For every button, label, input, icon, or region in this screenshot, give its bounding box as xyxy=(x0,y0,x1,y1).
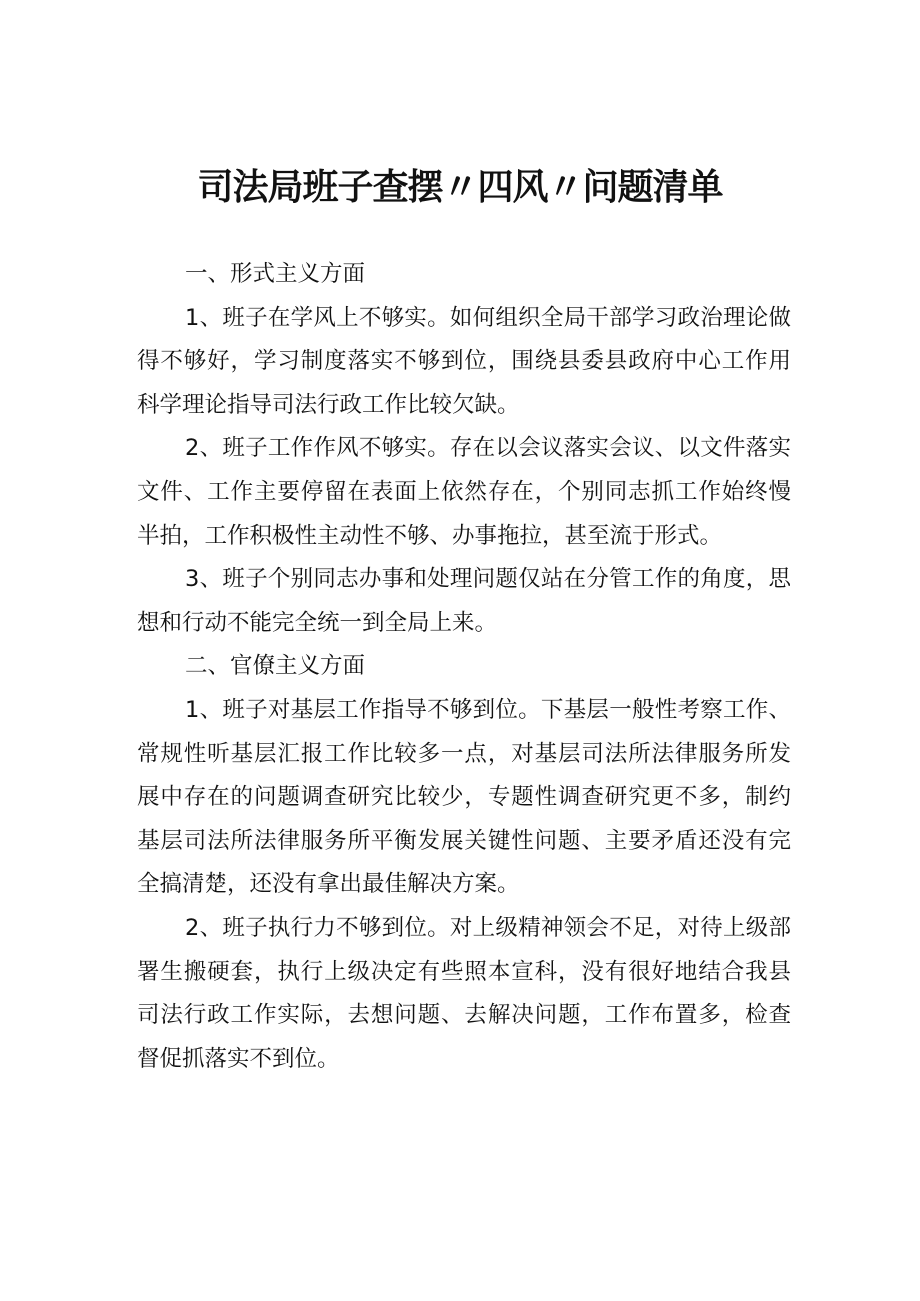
paragraph xyxy=(137,689,791,907)
text-line: 二、官僚主义方面 xyxy=(185,653,366,680)
document-title: 司法局班子查摆〃四风〃问题清单 xyxy=(197,167,723,208)
paragraph xyxy=(137,907,791,1081)
paragraph xyxy=(137,558,791,645)
text-line: 展中存在的问题调查研究比较少，专题性调查研究更不多，制约 xyxy=(137,784,791,811)
text-line: 得不够好，学习制度落实不够到位，围绕县委县政府中心工作用 xyxy=(137,348,791,375)
paragraph xyxy=(137,427,791,558)
text-line: 署生搬硬套，执行上级决定有些照本宣科，没有很好地结合我县 xyxy=(137,958,791,985)
section-heading xyxy=(137,253,791,297)
text-line: 2、班子执行力不够到位。对上级精神领会不足，对待上级部 xyxy=(185,914,791,941)
text-line: 3、班子个别同志办事和处理问题仅站在分管工作的角度，思 xyxy=(185,566,791,593)
text-line: 1、班子对基层工作指导不够到位。下基层一般性考察工作、 xyxy=(185,696,791,723)
document-body xyxy=(137,253,791,1081)
text-line: 2、班子工作作风不够实。存在以会议落实会议、以文件落实 xyxy=(185,435,791,462)
paragraph xyxy=(137,297,791,428)
text-line: 全搞清楚，还没有拿出最佳解决方案。 xyxy=(137,871,520,898)
text-line: 常规性听基层汇报工作比较多一点，对基层司法所法律服务所发 xyxy=(137,740,791,767)
text-line: 科学理论指导司法行政工作比较欠缺。 xyxy=(137,391,520,418)
text-line: 一、形式主义方面 xyxy=(185,261,366,287)
text-line: 想和行动不能完全统一到全局上来。 xyxy=(137,609,498,636)
text-line: 基层司法所法律服务所平衡发展关键性问题、主要矛盾还没有完 xyxy=(137,827,791,854)
section-heading xyxy=(137,645,791,689)
text-line: 半拍，工作积极性主动性不够、办事拖拉，甚至流于形式。 xyxy=(137,522,723,549)
text-line: 文件、工作主要停留在表面上依然存在，个别同志抓工作始终慢 xyxy=(137,478,791,505)
text-line: 督促抓落实不到位。 xyxy=(137,1045,340,1072)
text-line: 司法行政工作实际，去想问题、去解决问题，工作布置多，检查 xyxy=(137,1002,791,1029)
text-line: 1、班子在学风上不够实。如何组织全局干部学习政治理论做 xyxy=(185,304,791,331)
